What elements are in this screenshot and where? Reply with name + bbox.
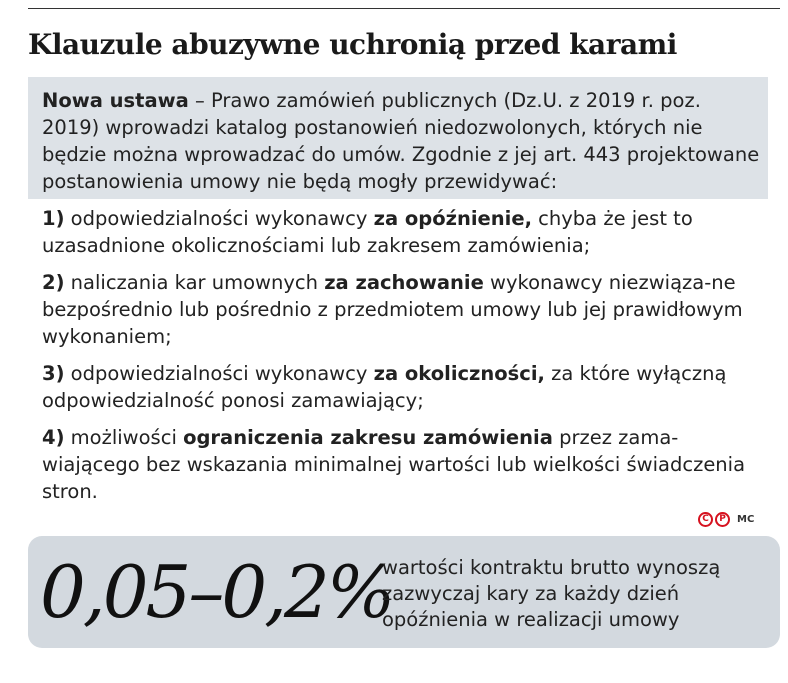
list-item [42, 269, 772, 350]
item-text: możliwości [64, 426, 184, 449]
item-text: chyba że jest to uzasadnione okolicznościami lub zakresem zamówienia; [42, 207, 693, 257]
item-number: 2) [42, 271, 65, 294]
item-number: 3) [42, 362, 65, 385]
item-highlight: za okoliczności, [373, 362, 545, 385]
list-item [42, 360, 772, 414]
article-title: Klauzule abuzywne uchronią przed karami [28, 28, 677, 61]
item-number: 4) [42, 426, 65, 449]
item-text: naliczania kar umownych [64, 271, 325, 294]
stat-description: wartości kontraktu brutto wynoszą zazwyczaj kary za każdy dzień opóźnienia w realizacji umowy [382, 556, 721, 631]
item-text: odpowiedzialności wykonawcy [64, 362, 374, 385]
item-highlight: ograniczenia zakresu zamówienia [183, 426, 553, 449]
top-rule [28, 8, 780, 9]
item-text: za które wyłączną odpowiedzialność ponosi zamawiający; [42, 362, 727, 412]
intro-box [28, 77, 768, 199]
credit-author: MC [737, 514, 755, 525]
item-text: przez zama-wiającego bez wskazania minimalnej wartości lub wielkości świadczenia stron. [42, 426, 746, 503]
item-text: wykonawcy niezwiąza-ne bezpośrednio lub pośrednio z przedmiotem umowy lub jej prawidłowym wykonaniem; [42, 271, 743, 348]
copyright-icon: C [698, 512, 713, 527]
intro-text: – Prawo zamówień publicznych (Dz.U. z 2019 r. poz. 2019) wprowadzi katalog postanowień niedozwolonych, których nie będzie można wprowadzać do umów. Zgodnie z jej art. 443 projektowane postanowienia umowy nie będą mogły przewidywać: [42, 89, 760, 193]
credit [698, 512, 754, 527]
p-circle-icon: P [715, 512, 730, 527]
list-item [42, 205, 772, 259]
item-highlight: za opóźnienie, [373, 207, 532, 230]
intro-lead: Nowa ustawa [42, 89, 189, 112]
stat-value: 0,05–0,2% [40, 550, 393, 634]
list-item [42, 424, 772, 505]
item-highlight: za zachowanie [324, 271, 484, 294]
items-list [42, 205, 772, 515]
item-number: 1) [42, 207, 65, 230]
item-text: odpowiedzialności wykonawcy [64, 207, 374, 230]
